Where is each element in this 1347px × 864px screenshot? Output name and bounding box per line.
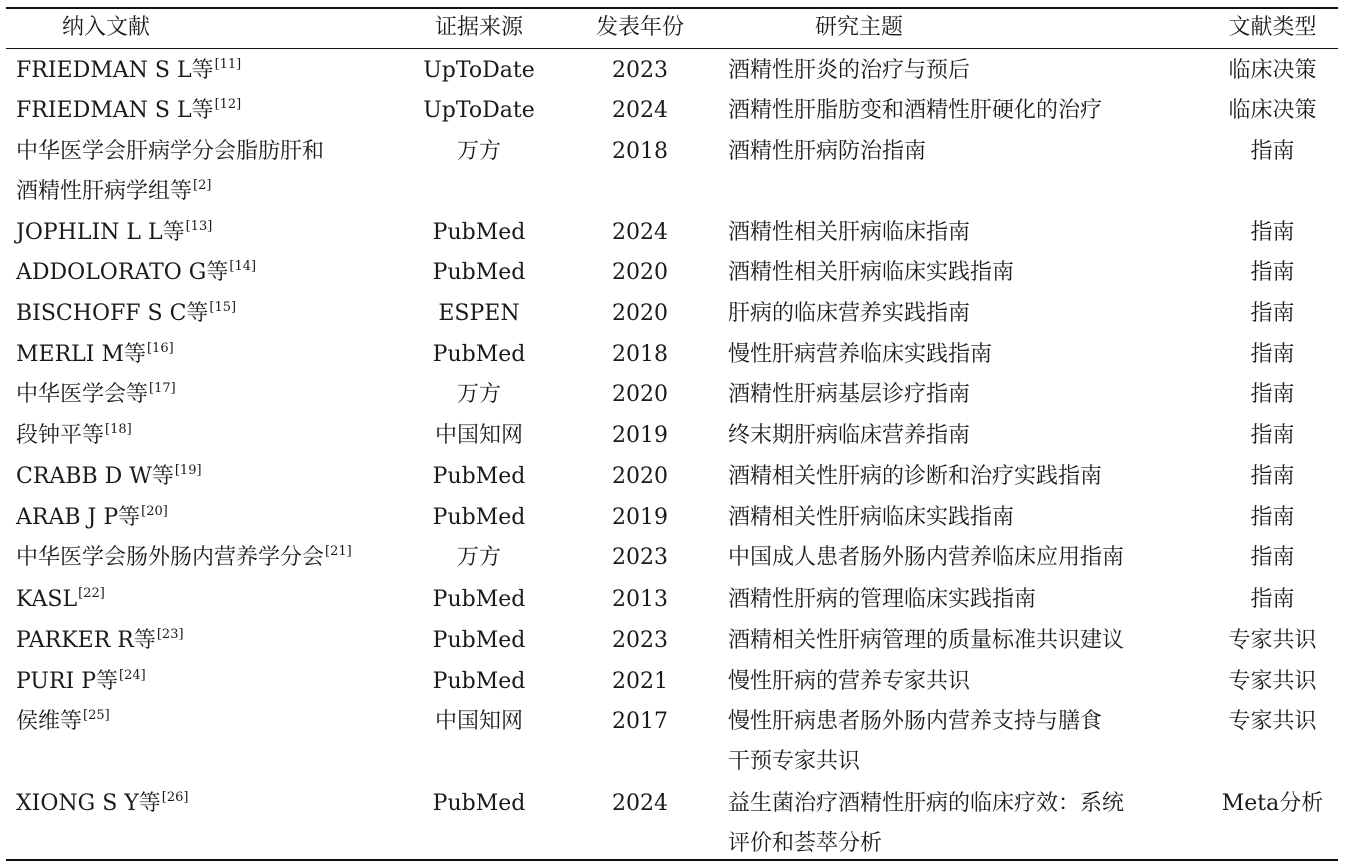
author-name: CRABB D W等	[16, 464, 174, 489]
cell-year: 2023	[612, 628, 668, 653]
author-name: PARKER R等	[16, 628, 156, 653]
cell-topic: 酒精性肝病基层诊疗指南	[728, 382, 971, 407]
cell-type: 指南	[1250, 464, 1295, 489]
header-literature-type: 文献类型	[1228, 15, 1317, 40]
cell-year: 2020	[612, 260, 668, 285]
cell-source: ESPEN	[438, 301, 520, 326]
cell-author	[16, 91, 406, 131]
cell-type: 指南	[1250, 220, 1295, 245]
cell-topic: 酒精性肝炎的治疗与预后	[728, 58, 971, 83]
citation-ref: [11]	[214, 57, 242, 72]
cell-topic	[728, 784, 1198, 864]
cell-year: 2017	[612, 709, 668, 734]
cell-year: 2019	[612, 505, 668, 530]
cell-topic: 酒精相关性肝病的诊断和治疗实践指南	[728, 464, 1103, 489]
cell-year: 2018	[612, 139, 668, 164]
author-name: FRIEDMAN S L等	[16, 98, 214, 123]
cell-topic: 酒精性肝脂肪变和酒精性肝硬化的治疗	[728, 98, 1103, 123]
header-evidence-source: 证据来源	[434, 15, 523, 40]
cell-type: 专家共识	[1228, 709, 1317, 734]
cell-source: PubMed	[432, 220, 526, 245]
author-name: ARAB J P等	[16, 505, 141, 530]
cell-year: 2020	[612, 301, 668, 326]
author-name: XIONG S Y等	[16, 791, 161, 816]
author-name: FRIEDMAN S L等	[16, 58, 214, 83]
cell-topic: 中国成人患者肠外肠内营养临床应用指南	[728, 545, 1125, 570]
cell-author	[16, 335, 406, 375]
author-name: 中华医学会等	[16, 382, 149, 407]
cell-author	[16, 621, 406, 661]
citation-ref: [15]	[209, 300, 237, 315]
author-name: 侯维等	[16, 709, 83, 734]
cell-author	[16, 580, 406, 620]
citation-ref: [24]	[119, 668, 146, 683]
cell-topic-line: 益生菌治疗酒精性肝病的临床疗效：系统	[728, 791, 1125, 816]
cell-type: 指南	[1250, 260, 1295, 285]
cell-topic-line: 慢性肝病患者肠外肠内营养支持与膳食	[728, 709, 1103, 734]
cell-year: 2021	[612, 669, 668, 694]
author-name: 段钟平等	[16, 423, 105, 448]
author-name: PURI P等	[16, 669, 119, 694]
table-header-rule	[6, 48, 1338, 49]
cell-author-line: 酒精性肝病学组等[2]	[16, 178, 212, 204]
cell-topic-line: 评价和荟萃分析	[728, 831, 883, 856]
citation-ref: [21]	[325, 544, 352, 559]
cell-author	[16, 375, 406, 415]
cell-type: 指南	[1250, 382, 1295, 407]
citation-ref: [17]	[149, 381, 176, 396]
cell-author	[16, 51, 406, 91]
cell-year: 2024	[612, 791, 668, 816]
cell-year: 2024	[612, 98, 668, 123]
cell-author	[16, 132, 406, 212]
cell-author	[16, 457, 406, 497]
cell-source: 万方	[456, 139, 501, 164]
table-bottom-rule	[6, 859, 1338, 861]
cell-topic: 酒精性相关肝病临床指南	[728, 220, 971, 245]
cell-topic: 酒精性肝病的管理临床实践指南	[728, 587, 1037, 612]
citation-ref: [26]	[161, 790, 189, 805]
cell-source: PubMed	[432, 260, 526, 285]
cell-source: UpToDate	[423, 98, 535, 123]
cell-topic: 慢性肝病营养临床实践指南	[728, 342, 993, 367]
cell-source: PubMed	[432, 464, 526, 489]
cell-year: 2023	[612, 58, 668, 83]
citation-ref: [13]	[185, 219, 213, 234]
cell-author	[16, 416, 406, 456]
author-name: JOPHLIN L L等	[16, 220, 185, 245]
cell-year: 2013	[612, 587, 668, 612]
author-name: MERLI M等	[16, 342, 146, 367]
cell-year: 2020	[612, 382, 668, 407]
cell-author	[16, 784, 406, 824]
author-name: ADDOLORATO G等	[16, 260, 229, 285]
author-name: BISCHOFF S C等	[16, 301, 209, 326]
cell-topic	[728, 702, 1198, 782]
citation-ref: [2]	[193, 178, 212, 193]
cell-topic: 终末期肝病临床营养指南	[728, 423, 971, 448]
citation-ref: [19]	[174, 463, 202, 478]
citation-ref: [16]	[146, 341, 174, 356]
cell-source: PubMed	[432, 587, 526, 612]
cell-type: 指南	[1250, 587, 1295, 612]
cell-type: 指南	[1250, 301, 1295, 326]
citation-ref: [12]	[214, 97, 242, 112]
cell-author	[16, 538, 406, 578]
cell-author	[16, 498, 406, 538]
cell-source: PubMed	[432, 342, 526, 367]
citation-ref: [22]	[78, 586, 105, 601]
cell-type: 指南	[1250, 423, 1295, 448]
cell-type: 临床决策	[1228, 98, 1317, 123]
cell-topic: 酒精相关性肝病管理的质量标准共识建议	[728, 628, 1125, 653]
cell-type: 指南	[1250, 545, 1295, 570]
cell-type: 指南	[1250, 342, 1295, 367]
cell-source: 中国知网	[434, 709, 523, 734]
cell-type: 专家共识	[1228, 628, 1317, 653]
citation-ref: [25]	[83, 708, 110, 723]
header-included-literature: 纳入文献	[62, 15, 151, 40]
cell-topic-line: 干预专家共识	[728, 749, 861, 774]
cell-author	[16, 702, 406, 742]
citation-ref: [14]	[229, 259, 257, 274]
cell-type: 专家共识	[1228, 669, 1317, 694]
cell-year: 2018	[612, 342, 668, 367]
cell-topic: 酒精相关性肝病临床实践指南	[728, 505, 1015, 530]
cell-author-line: 中华医学会肝病学分会脂肪肝和	[16, 139, 325, 164]
cell-year: 2019	[612, 423, 668, 448]
cell-type: 指南	[1250, 139, 1295, 164]
cell-source: PubMed	[432, 669, 526, 694]
cell-source: 万方	[456, 382, 501, 407]
citation-ref: [20]	[141, 504, 168, 519]
cell-year: 2020	[612, 464, 668, 489]
cell-author	[16, 213, 406, 253]
cell-author	[16, 253, 406, 293]
cell-source: PubMed	[432, 628, 526, 653]
cell-topic: 酒精性肝病防治指南	[728, 139, 927, 164]
cell-type: 指南	[1250, 505, 1295, 530]
citation-ref: [23]	[156, 627, 184, 642]
cell-source: 中国知网	[434, 423, 523, 448]
cell-source: PubMed	[432, 505, 526, 530]
cell-year: 2023	[612, 545, 668, 570]
header-research-topic: 研究主题	[815, 15, 904, 40]
cell-author	[16, 662, 406, 702]
cell-source: UpToDate	[423, 58, 535, 83]
cell-topic: 肝病的临床营养实践指南	[728, 301, 971, 326]
cell-type: Meta分析	[1221, 791, 1324, 816]
cell-source: PubMed	[432, 791, 526, 816]
cell-source: 万方	[456, 545, 501, 570]
cell-topic: 酒精性相关肝病临床实践指南	[728, 260, 1015, 285]
author-name: 中华医学会肠外肠内营养学分会	[16, 545, 325, 570]
cell-author	[16, 294, 406, 334]
cell-year: 2024	[612, 220, 668, 245]
cell-type: 临床决策	[1228, 58, 1317, 83]
author-name: KASL	[16, 587, 78, 612]
cell-topic: 慢性肝病的营养专家共识	[728, 669, 971, 694]
citation-ref: [18]	[105, 422, 132, 437]
header-publication-year: 发表年份	[595, 15, 684, 40]
